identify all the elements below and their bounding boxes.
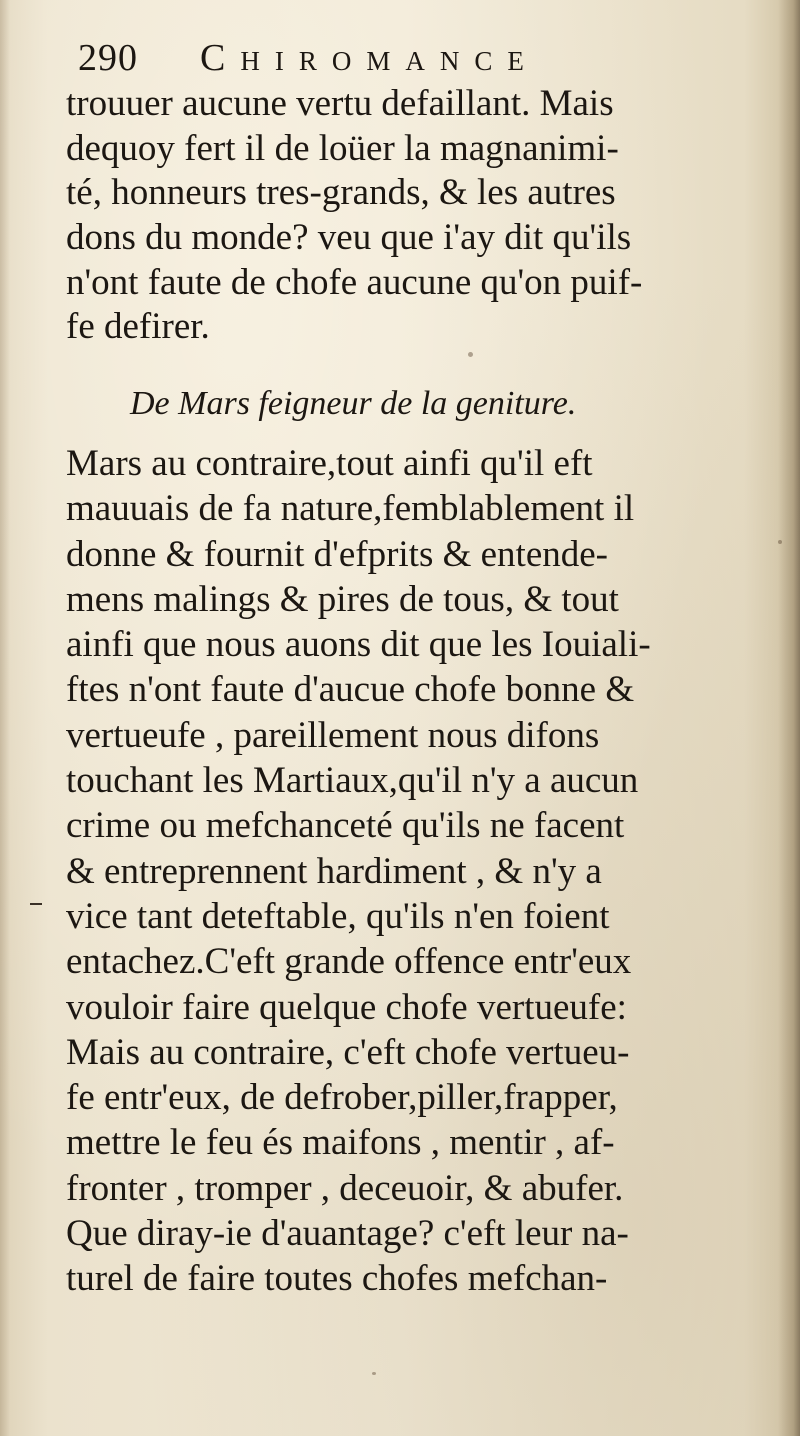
text-line: crime ou mefchanceté qu'ils ne facent: [66, 805, 625, 847]
margin-mark: [30, 903, 42, 905]
text-line: dons du monde? veu que i'ay dit qu'ils: [66, 217, 632, 259]
text-line: Que diray-ie d'auantage? c'eft leur na-: [66, 1213, 629, 1255]
page-gutter-shadow: [778, 0, 800, 1436]
text-line: vouloir faire quelque chofe vertueufe:: [66, 986, 627, 1028]
text-line: n'ont faute de chofe aucune qu'on puif-: [66, 261, 643, 303]
page-number: 290: [78, 37, 138, 79]
text-line: Mais au contraire, c'eft chofe vertueu-: [66, 1031, 630, 1073]
text-line: mens malings & pires de tous, & tout: [66, 578, 619, 620]
paper-speck: [778, 540, 782, 544]
text-line: mettre le feu és maifons , mentir , af-: [66, 1122, 615, 1164]
paragraph-1: [66, 82, 766, 350]
text-line: donne & fournit d'efprits & entende-: [66, 533, 608, 575]
text-line: dequoy fert il de loüer la magnanimi-: [66, 127, 619, 169]
text-line: té, honneurs tres-grands, & les autres: [66, 172, 616, 214]
text-line: turel de faire toutes chofes mefchan-: [66, 1258, 608, 1300]
paragraph-2: [66, 441, 776, 1302]
text-line: fe defirer.: [66, 306, 210, 348]
page-left-edge: [0, 0, 10, 1436]
text-line: vertueufe , pareillement nous difons: [66, 714, 600, 756]
text-line: & entreprennent hardiment , & n'y a: [66, 850, 602, 892]
text-line: ftes n'ont faute d'aucue chofe bonne &: [66, 669, 635, 711]
text-line: Mars au contraire,tout ainfi qu'il eft: [66, 443, 593, 484]
section-heading: De Mars feigneur de la geniture.: [130, 385, 577, 422]
text-line: mauuais de fa nature,femblablement il: [66, 488, 635, 530]
text-line: touchant les Martiaux,qu'il n'y a aucun: [66, 760, 639, 802]
paper-speck: [372, 1372, 376, 1375]
text-line: vice tant deteftable, qu'ils n'en foient: [66, 895, 610, 937]
paper-speck: [468, 352, 473, 357]
text-line: entachez.C'eft grande offence entr'eux: [66, 941, 632, 983]
text-line: fronter , tromper , deceuoir, & abufer.: [66, 1167, 624, 1209]
text-line: trouuer aucune vertu defaillant. Mais: [66, 83, 614, 124]
running-head: [78, 36, 758, 84]
running-title: Chiromance: [200, 37, 539, 79]
text-line: ainfi que nous auons dit que les Iouiali-: [66, 624, 651, 666]
text-line: fe entr'eux, de defrober,piller,frapper,: [66, 1077, 618, 1119]
